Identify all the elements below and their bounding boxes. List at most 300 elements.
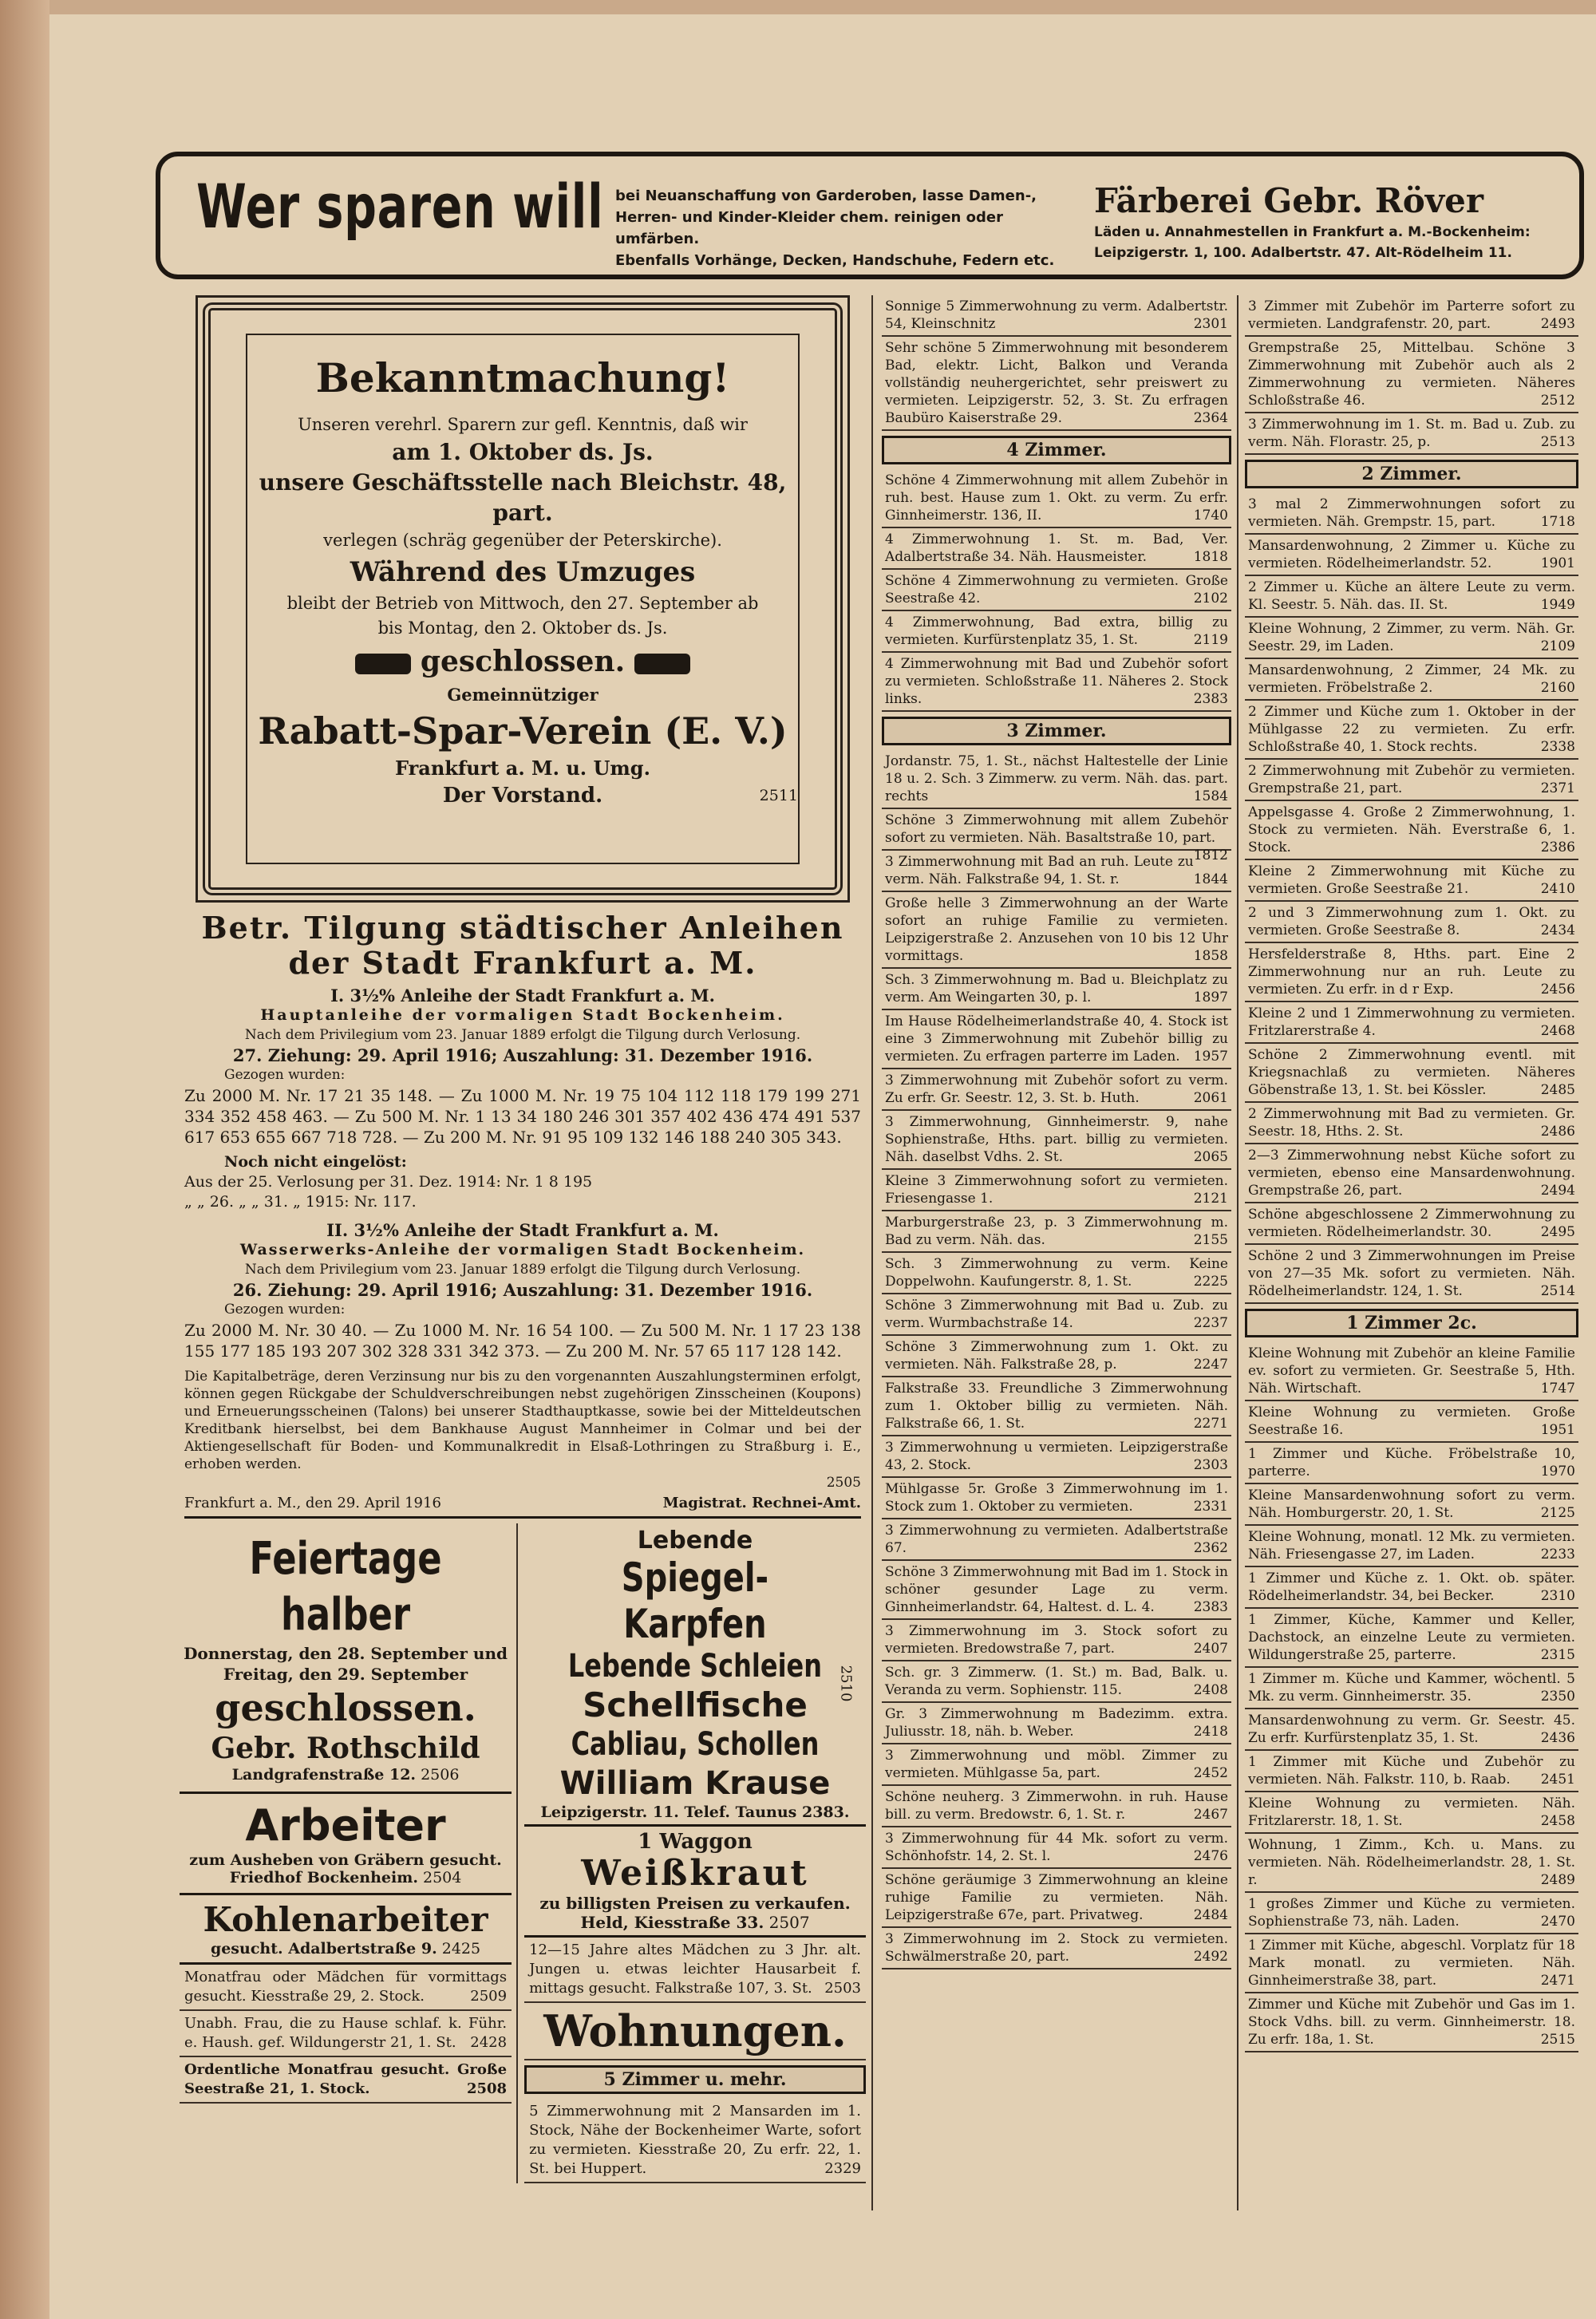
- ad-text: Schöne 2 Zimmerwohnung eventl. mit Kriegsnachlaß zu vermieten. Näheres Göbenstraße 13, 1. St. bei Kössler.: [1248, 1047, 1575, 1098]
- ad-text: Schöne geräumige 3 Zimmerwohnung an kleine ruhige Familie zu vermieten. Näh. Leipzigerstraße 67e, part. Privatweg.: [885, 1872, 1228, 1923]
- bond-heading: Wasserwerks-Anleihe der vormaligen Stadt Bockenheim.: [239, 1241, 806, 1258]
- ad-text: Schöne 3 Zimmerwohnung mit Bad u. Zub. zu verm. Wurmbachstraße 14.: [885, 1298, 1228, 1331]
- ad-text: 3 Zimmerwohnung für 44 Mk. sofort zu verm. Schönhofstr. 14, 2. St. l.: [885, 1831, 1228, 1864]
- classified-ad: [1245, 576, 1578, 618]
- classified-ad: [882, 1010, 1231, 1069]
- ad-number: 2329: [824, 2160, 861, 2177]
- classified-ad: [882, 1336, 1231, 1377]
- ad-number: 2408: [1193, 1682, 1228, 1698]
- classified-ad: [882, 1827, 1231, 1869]
- ad-number: 2418: [1193, 1724, 1228, 1740]
- classified-ad: [1245, 413, 1578, 455]
- ad-text: Kleine Wohnung, monatl. 12 Mk. zu vermieten. Näh. Friesengasse 27, im Laden.: [1248, 1529, 1575, 1562]
- announcement-line: Unseren verehrl. Sparern zur gefl. Kenntnis, daß wir: [298, 415, 748, 434]
- bond-redemption-notice: [180, 911, 866, 1519]
- ad-number: 2508: [466, 2080, 508, 2097]
- ad-text: Kleine 3 Zimmerwohnung sofort zu vermieten. Friesengasse 1.: [885, 1173, 1228, 1207]
- classified-ad: [1245, 1002, 1578, 1044]
- ad-number: 2364: [1193, 410, 1228, 426]
- ad-text: 1 Zimmer und Küche. Fröbelstraße 10, parterre.: [1248, 1446, 1575, 1479]
- ad-number: 2506: [421, 1766, 460, 1784]
- ad-number: 2271: [1193, 1416, 1228, 1432]
- banner-firm: Färberei Gebr. Röver: [1094, 181, 1484, 220]
- ad-number: 2121: [1193, 1191, 1228, 1207]
- banner-line: Läden u. Annahmestellen in Frankfurt a. M.-Bockenheim:: [1094, 224, 1531, 240]
- ad-text: Schöne 4 Zimmerwohnung mit allem Zubehör in ruh. best. Hause zum 1. Okt. zu verm. Zu erfr. Ginnheimerstr. 136, II.: [885, 472, 1228, 523]
- classified-ad: [1245, 1609, 1578, 1668]
- ad-number: 2511: [759, 787, 798, 804]
- ad-karpfen: [524, 1523, 866, 1827]
- ad-number: 2452: [1193, 1765, 1228, 1781]
- classified-ad: [882, 1869, 1231, 1928]
- ad-headline: Feiertage halber: [249, 1533, 442, 1641]
- ad-number: 2407: [1193, 1641, 1228, 1657]
- ad-text: Kleine 2 Zimmerwohnung mit Küche zu vermieten. Große Seestraße 21.: [1248, 863, 1575, 897]
- ad-kohlenarbeiter: [180, 1895, 512, 1965]
- classified-ad: [882, 469, 1231, 528]
- section-header: 4 Zimmer.: [882, 436, 1231, 464]
- classified-ad: [1245, 1245, 1578, 1304]
- bond-text: Gezogen wurden:: [224, 1302, 346, 1318]
- classified-ad: [1245, 493, 1578, 535]
- bond-text: Nach dem Privilegium vom 23. Januar 1889 erfolgt die Tilgung durch Verlosung.: [244, 1262, 801, 1278]
- classified-ad: [1245, 1484, 1578, 1526]
- ad-number: 2331: [1193, 1499, 1228, 1515]
- ad-number: 2434: [1540, 922, 1575, 938]
- classified-ad: [1245, 1668, 1578, 1709]
- banner-title: Wer sparen will: [196, 171, 604, 242]
- book-spine: [0, 0, 49, 2319]
- ad-text: 1 Zimmer und Küche z. 1. Okt. ob. später. Rödelheimerlandstr. 34, bei Becker.: [1248, 1570, 1575, 1604]
- classified-ad: [882, 1519, 1231, 1561]
- ad-number: 2510: [837, 1665, 855, 1702]
- classified-ad: [882, 1253, 1231, 1294]
- section-header: 5 Zimmer u. mehr.: [524, 2065, 866, 2094]
- ad-number: 2484: [1193, 1907, 1228, 1923]
- ad-text: 1 Zimmer, Küche, Kammer und Keller, Dachstock, an einzelne Leute zu vermieten. Wildungerstraße 25, parterre.: [1248, 1612, 1575, 1663]
- banner-advert: [156, 152, 1584, 279]
- ad-text: Schöne 3 Zimmerwohnung mit allem Zubehör sofort zu vermieten. Näh. Basaltstraße 10, part.: [885, 812, 1228, 846]
- bond-numbers: Zu 2000 M. Nr. 17 21 35 148. — Zu 1000 M. Nr. 19 75 104 112 118 179 199 271 334 352 458 463. — Zu 500 M. Nr. 1 13 34 180 246 301 357 402 436 474 491 537 617 653 655 667 718 728. — Zu 200 M. Nr. 91 95 109 132 146 188 240 305 343.: [184, 1086, 861, 1147]
- classified-ad: [882, 1170, 1231, 1211]
- classified-ad: [1245, 1993, 1578, 2052]
- bond-text: Die Kapitalbeträge, deren Verzinsung nur bis zu den vorgenannten Auszahlungsterminen erfolgt, können gegen Rückgabe der Schuldverschreibungen nebst zugehörigen Zinsscheinen (Koupons) und Erneuerungsscheinen (Talons) bei unserer Stadthauptkasse, sowie bei der Mitteldeutschen Kreditbank hierselbst, bei dem Bankhause August Mannheimer in Colmar und bei der Aktiengesellschaft für Boden- und Kommunalkredit in Elsaß-Lothringen zu Straßburg i. E., erhoben werden.: [184, 1369, 861, 1472]
- column-right: [1245, 295, 1578, 2052]
- ad-text: 2 Zimmerwohnung mit Bad zu vermieten. Gr. Seestr. 18, Hths. 2. St.: [1248, 1106, 1575, 1140]
- ad-feiertage: [180, 1523, 512, 1794]
- ad-number: 2485: [1540, 1082, 1575, 1098]
- bond-heading: I. 3½% Anleihe der Stadt Frankfurt a. M.: [330, 986, 715, 1005]
- ad-text: 3 Zimmerwohnung, Ginnheimerstr. 9, nahe Sophienstraße, Hths. part. billig zu vermieten. Näh. daselbst Vdhs. 2. St.: [885, 1114, 1228, 1165]
- ad-number: 2109: [1540, 638, 1575, 654]
- ad-text: 5 Zimmerwohnung mit 2 Mansarden im 1. Stock, Nähe der Bockenheimer Warte, sofort zu vermieten. Kiesstraße 20, Zu erfr. 22, 1. St. bei Huppert.: [529, 2103, 861, 2177]
- classified-ad: [882, 1377, 1231, 1436]
- ad-line: Lebende: [637, 1527, 753, 1555]
- classified-ad: [1245, 1709, 1578, 1751]
- announcement-closed: geschlossen.: [420, 645, 626, 678]
- announcement-line: Gemeinnütziger: [447, 685, 598, 705]
- announcement-signed: Der Vorstand.: [442, 784, 603, 808]
- ad-text: Mühlgasse 5r. Große 3 Zimmerwohnung im 1. Stock zum 1. Oktober zu vermieten.: [885, 1481, 1228, 1515]
- announcement-line: verlegen (schräg gegenüber der Peterskirche).: [323, 531, 722, 550]
- ad-number: 2155: [1193, 1232, 1228, 1248]
- ad-text: 2—3 Zimmerwohnung nebst Küche sofort zu vermieten, ebenso eine Mansardenwohnung. Grempstraße 26, part.: [1248, 1148, 1575, 1199]
- ad-number: 2451: [1540, 1772, 1575, 1788]
- ad-number: 1844: [1193, 871, 1228, 887]
- column-middle: [882, 295, 1231, 1969]
- announcement-org: Rabatt-Spar-Verein (E. V.): [258, 709, 788, 753]
- ad-text: Mansardenwohnung, 2 Zimmer, 24 Mk. zu vermieten. Fröbelstraße 2.: [1248, 662, 1575, 696]
- classified-ad: [882, 337, 1231, 431]
- ad-text: Mansardenwohnung, 2 Zimmer u. Küche zu vermieten. Rödelheimerlandstr. 52.: [1248, 538, 1575, 571]
- classified-ad: [1245, 1567, 1578, 1609]
- ad-address: Leipzigerstr. 11. Telef. Taunus 2383.: [540, 1803, 850, 1821]
- ad-number: 2512: [1540, 393, 1575, 409]
- ad-text: 2 und 3 Zimmerwohnung zum 1. Okt. zu vermieten. Große Seestraße 8.: [1248, 905, 1575, 938]
- column-divider: [1237, 295, 1238, 2210]
- ad-address: Held, Kiesstraße 33.: [580, 1913, 764, 1932]
- classified-ad: [882, 809, 1231, 863]
- ad-number: 2458: [1540, 1813, 1575, 1829]
- ad-text: 2 Zimmer und Küche zum 1. Oktober in der Mühlgasse 22 zu vermieten. Zu erfr. Schloßstraße 40, 1. Stock rechts.: [1248, 704, 1575, 755]
- ad-firm: Gebr. Rothschild: [211, 1732, 480, 1765]
- ad-text: 3 Zimmerwohnung mit Bad an ruh. Leute zu verm. Näh. Falkstraße 94, 1. St. r.: [885, 854, 1194, 887]
- ad-number: 1949: [1540, 597, 1575, 613]
- ad-text: Schöne 3 Zimmerwohnung mit Bad im 1. Stock in schöner gesunder Lage zu verm. Ginnheimerlandstr. 64, Haltest. d. L. 4.: [885, 1564, 1228, 1615]
- classified-ad: [1245, 535, 1578, 576]
- classified-ad: [1245, 1834, 1578, 1893]
- ad-text: Sch. 3 Zimmerwohnung zu verm. Keine Doppelwohn. Kaufungerstr. 8, 1. St.: [885, 1256, 1228, 1290]
- bond-signature: [184, 1493, 861, 1519]
- bond-title: [184, 911, 861, 981]
- bond-text: „ „ 26. „ „ 31. „ 1915: Nr. 117.: [184, 1193, 417, 1211]
- announcement-box: [196, 295, 850, 903]
- ad-text: 3 Zimmerwohnung und möbl. Zimmer zu vermieten. Mühlgasse 5a, part.: [885, 1748, 1228, 1781]
- ad-headline: geschlossen.: [215, 1686, 476, 1729]
- ad-number: 2383: [1193, 1599, 1228, 1615]
- ad-number: 1812: [1193, 847, 1228, 863]
- ad-number: 2383: [1193, 691, 1228, 707]
- banner-firm-block: [1094, 180, 1557, 263]
- lower-left-ads: [180, 1523, 866, 2183]
- ad-text: 4 Zimmerwohnung 1. St. m. Bad, Ver. Adalbertstraße 34. Näh. Hausmeister.: [885, 531, 1228, 565]
- classified-ad: [1245, 902, 1578, 943]
- classified-ad: [882, 653, 1231, 712]
- bond-heading: Hauptanleihe der vormaligen Stadt Bockenheim.: [260, 1006, 785, 1024]
- classified-ad: [882, 611, 1231, 653]
- bond-date: 27. Ziehung: 29. April 1916; Auszahlung: 31. Dezember 1916.: [232, 1045, 813, 1065]
- ad-number: 1584: [1193, 788, 1228, 804]
- pointing-hand-icon: [355, 654, 411, 674]
- classified-ad: [882, 528, 1231, 570]
- ad-text: 1 Zimmer m. Küche und Kammer, wöchentl. 5 Mk. zu verm. Ginnheimerstr. 35.: [1248, 1671, 1575, 1705]
- left-ad-column: [180, 1523, 518, 2183]
- bond-heading: Noch nicht eingelöst:: [224, 1153, 407, 1171]
- classified-ad: [1245, 1144, 1578, 1203]
- ad-text: Im Hause Rödelheimerlandstraße 40, 4. Stock ist eine 3 Zimmerwohnung mit Zubehör billig zu vermieten. Zu erfragen parterre im Laden.: [885, 1013, 1228, 1065]
- banner-line: Ebenfalls Vorhänge, Decken, Handschuhe, Federn etc.: [615, 252, 1055, 269]
- ad-number: 2476: [1193, 1848, 1228, 1864]
- ad-line: Schellfische: [583, 1685, 808, 1724]
- ad-number: 2247: [1193, 1357, 1228, 1373]
- classified-ad: [1245, 1342, 1578, 1401]
- ad-number: 1740: [1193, 508, 1228, 523]
- bond-text: Gezogen wurden:: [224, 1067, 346, 1083]
- ad-number: 2386: [1540, 840, 1575, 855]
- ad-number: 2315: [1540, 1647, 1575, 1663]
- ad-number: 2503: [824, 1980, 861, 1997]
- ad-headline: Weißkraut: [581, 1853, 809, 1894]
- ad-text: 3 Zimmerwohnung zu vermieten. Adalbertstraße 67.: [885, 1523, 1228, 1556]
- ad-number: 2350: [1540, 1689, 1575, 1705]
- ad-number: 2470: [1540, 1914, 1575, 1930]
- announcement-line: Während des Umzuges: [350, 556, 696, 588]
- ad-number: 1818: [1193, 549, 1228, 565]
- classified-ad: [882, 1111, 1231, 1170]
- ad-arbeiter: [180, 1794, 512, 1895]
- mid-ad-column: [518, 1523, 866, 2183]
- ad-number: 1901: [1540, 555, 1575, 571]
- classified-ad: [882, 1661, 1231, 1703]
- pointing-hand-icon: [634, 654, 690, 674]
- ad-number: 2102: [1193, 591, 1228, 606]
- announcement-line: unsere Geschäftsstelle nach Bleichstr. 48, part.: [259, 469, 787, 526]
- ad-text: 3 Zimmerwohnung im 3. Stock sofort zu vermieten. Bredowstraße 7, part.: [885, 1623, 1228, 1657]
- classified-ad: [1245, 701, 1578, 760]
- ad-line: Cabliau, Schollen: [571, 1726, 820, 1763]
- ad-number: 2504: [423, 1869, 462, 1886]
- ad-text: Schöne 2 und 3 Zimmerwohnungen im Preise von 27—35 Mk. sofort zu vermieten. Näh. Rödelheimerlandstr. 124, 1. St.: [1248, 1248, 1575, 1299]
- ad-number: 2494: [1540, 1183, 1575, 1199]
- classified-ad: [1245, 1893, 1578, 1934]
- announcement-line: am 1. Oktober ds. Js.: [392, 439, 654, 465]
- bond-numbers: Zu 2000 M. Nr. 30 40. — Zu 1000 M. Nr. 16 54 100. — Zu 500 M. Nr. 1 17 23 138 155 177 185 193 207 302 328 331 342 373. — Zu 200 M. Nr. 57 65 117 128 142.: [184, 1321, 861, 1361]
- ad-text: Kleine 2 und 1 Zimmerwohnung zu vermieten. Fritzlarerstraße 4.: [1248, 1005, 1575, 1039]
- ad-text: Schöne 3 Zimmerwohnung zum 1. Okt. zu vermieten. Näh. Falkstraße 28, p.: [885, 1339, 1228, 1373]
- classified-ad: [1245, 1044, 1578, 1103]
- classified-ad: [180, 1965, 512, 2011]
- classified-ad: [882, 1436, 1231, 1478]
- ad-text: Kleine Wohnung, 2 Zimmer, zu verm. Näh. Gr. Seestr. 29, im Laden.: [1248, 621, 1575, 654]
- section-header: 3 Zimmer.: [882, 717, 1231, 745]
- ad-text: Schöne 4 Zimmerwohnung zu vermieten. Große Seestraße 42.: [885, 573, 1228, 606]
- ad-number: 2371: [1540, 780, 1575, 796]
- classified-ad: [882, 1069, 1231, 1111]
- ad-number: 1951: [1540, 1422, 1575, 1438]
- ad-text: Kleine Mansardenwohnung sofort zu verm. Näh. Homburgerstr. 20, 1. St.: [1248, 1487, 1575, 1521]
- column-left: [180, 295, 866, 2183]
- ad-number: 2505: [826, 1475, 861, 1491]
- classified-ad: [1245, 1401, 1578, 1443]
- ad-text: Wohnung, 1 Zimm., Kch. u. Mans. zu vermieten. Näh. Rödelheimerlandstr. 28, 1. St. r.: [1248, 1837, 1575, 1888]
- ad-text: Falkstraße 33. Freundliche 3 Zimmerwohnung zum 1. Oktober billig zu vermieten. Näh. Falkstraße 66, 1. St.: [885, 1381, 1228, 1432]
- bond-text: Aus der 25. Verlosung per 31. Dez. 1914: Nr. 1 8 195: [184, 1173, 593, 1191]
- ad-text: 1 Zimmer mit Küche, abgeschl. Vorplatz für 18 Mark monatl. zu vermieten. Näh. Ginnheimerstraße 38, part.: [1248, 1938, 1575, 1989]
- section-header: 2 Zimmer.: [1245, 460, 1578, 488]
- classified-ad: [1245, 1751, 1578, 1792]
- ad-text: Sch. gr. 3 Zimmerw. (1. St.) m. Bad, Balk. u. Veranda zu verm. Sophienstr. 115.: [885, 1665, 1228, 1698]
- ad-number: 2467: [1193, 1807, 1228, 1823]
- ad-number: 2065: [1193, 1149, 1228, 1165]
- ad-text: 3 Zimmerwohnung mit Zubehör sofort zu verm. Zu erfr. Gr. Seestr. 12, 3. St. b. Huth.: [885, 1073, 1228, 1106]
- ad-number: 2303: [1193, 1457, 1228, 1473]
- ad-number: 1747: [1540, 1381, 1575, 1397]
- classified-ad: [1245, 337, 1578, 413]
- bond-title-line: Betr. Tilgung städtischer Anleihen: [201, 910, 844, 946]
- announcement-line: bleibt der Betrieb von Mittwoch, den 27. September ab: [286, 594, 759, 613]
- ad-number: 2301: [1193, 316, 1228, 332]
- ad-number: 1718: [1540, 514, 1575, 530]
- classified-ad: [180, 2057, 512, 2104]
- ad-text: Hersfelderstraße 8, Hths. part. Eine 2 Zimmerwohnung nur an ruh. Leute zu vermieten. Zu erfr. in d r Exp.: [1248, 946, 1575, 998]
- ad-number: 2492: [1193, 1949, 1228, 1965]
- classified-ad: [1245, 860, 1578, 902]
- classified-ad: [524, 1938, 866, 2003]
- ad-text: 2 Zimmerwohnung mit Zubehör zu vermieten. Grempstraße 21, part.: [1248, 763, 1575, 796]
- ad-text: Gr. 3 Zimmerwohnung m Badezimm. extra. Juliusstr. 18, näh. b. Weber.: [885, 1706, 1228, 1740]
- announcement-line: bis Montag, den 2. Oktober ds. Js.: [377, 618, 668, 638]
- classified-ad: [882, 851, 1231, 892]
- ad-text: 4 Zimmerwohnung, Bad extra, billig zu vermieten. Kurfürstenplatz 35, 1. St.: [885, 614, 1228, 648]
- ad-text: Donnerstag, den 28. September und Freitag, den 29. September: [184, 1644, 508, 1684]
- column-divider: [871, 295, 873, 2210]
- ad-text: Kleine Wohnung mit Zubehör an kleine Familie ev. sofort zu vermieten. Gr. Seestraße 5, Hth. Näh. Wirtschaft.: [1248, 1345, 1575, 1397]
- ad-text: Grempstraße 25, Mittelbau. Schöne 3 Zimmerwohnung mit Zubehör auch als 2 Zimmerwohnung zu vermieten. Näheres Schloßstraße 46.: [1248, 340, 1575, 409]
- section-header: 1 Zimmer 2c.: [1245, 1309, 1578, 1337]
- ad-number: 2338: [1540, 739, 1575, 755]
- ad-text: Schöne neuherg. 3 Zimmerwohn. in ruh. Hause bill. zu verm. Bredowstr. 6, 1. St. r.: [885, 1789, 1228, 1823]
- ad-text: Zimmer und Küche mit Zubehör und Gas im 1. Stock Vdhs. bill. zu verm. Ginnheimerstr. 18. Zu erfr. 18a, 1. St.: [1248, 1997, 1575, 2048]
- section-title-wohnungen: Wohnungen.: [524, 2003, 866, 2060]
- ad-firm: William Krause: [559, 1765, 831, 1802]
- classified-ad: [882, 969, 1231, 1010]
- classified-ad: [524, 2099, 866, 2183]
- banner-line: bei Neuanschaffung von Garderoben, lasse Damen-,: [615, 188, 1037, 204]
- ad-address: Friedhof Bockenheim.: [229, 1869, 418, 1886]
- classified-ad: [882, 1478, 1231, 1519]
- classified-ad: [882, 1561, 1231, 1620]
- ad-number: 2456: [1540, 982, 1575, 998]
- ad-address: Landgrafenstraße 12.: [231, 1766, 417, 1784]
- ad-text: Jordanstr. 75, 1. St., nächst Haltestelle der Linie 18 u. 2. Sch. 3 Zimmerw. zu verm. Näh. das. part. rechts: [885, 753, 1228, 804]
- ad-text: Große helle 3 Zimmerwohnung an der Warte sofort an ruhige Familie zu vermieten. Leipzigerstraße 2. Anzusehen von 10 bis 12 Uhr vormittags.: [885, 895, 1228, 964]
- classified-ad: [1245, 943, 1578, 1002]
- ad-text: Sch. 3 Zimmerwohnung m. Bad u. Bleichplatz zu verm. Am Weingarten 30, p. l.: [885, 972, 1228, 1005]
- ad-text: zu billigsten Preisen zu verkaufen.: [539, 1894, 851, 1913]
- ad-text: 3 Zimmerwohnung im 2. Stock zu vermieten. Schwälmerstraße 20, part.: [885, 1931, 1228, 1965]
- classified-ad: [1245, 659, 1578, 701]
- classified-ad: [1245, 1934, 1578, 1993]
- classified-ad: [1245, 618, 1578, 659]
- ad-text: Unabh. Frau, die zu Hause schlaf. k. Führ. e. Haush. gef. Wildungerstr 21, 1. St.: [184, 2015, 508, 2051]
- ad-number: 2509: [470, 1988, 508, 2005]
- classified-ad: [882, 1703, 1231, 1744]
- ad-number: 2061: [1193, 1090, 1228, 1106]
- ad-number: 1970: [1540, 1464, 1575, 1479]
- ad-text: 1 Zimmer mit Küche und Zubehör zu vermieten. Näh. Falkstr. 110, b. Raab.: [1248, 1754, 1575, 1788]
- ad-text: 12—15 Jahre altes Mädchen zu 3 Jhr. alt. Jungen u. etwas leichter Hausarbeit f. mittags gesucht. Falkstraße 107, 3. St.: [529, 1942, 861, 1997]
- classified-ad: [1245, 1526, 1578, 1567]
- ad-number: 2233: [1540, 1547, 1575, 1562]
- announcement-line: Frankfurt a. M. u. Umg.: [395, 757, 650, 780]
- classified-ad: [882, 1786, 1231, 1827]
- ad-number: 2471: [1540, 1973, 1575, 1989]
- ad-number: 2160: [1540, 680, 1575, 696]
- ad-number: 2495: [1540, 1224, 1575, 1240]
- ad-number: 2493: [1540, 316, 1575, 332]
- ad-text: Kleine Wohnung zu vermieten. Näh. Fritzlarerstr. 18, 1. St.: [1248, 1796, 1575, 1829]
- ad-number: 2436: [1540, 1730, 1575, 1746]
- ad-text: Sonnige 5 Zimmerwohnung zu verm. Adalbertstr. 54, Kleinschnitz: [885, 298, 1228, 332]
- bond-date: 26. Ziehung: 29. April 1916; Auszahlung: 31. Dezember 1916.: [232, 1280, 813, 1300]
- bond-title-line: der Stadt Frankfurt a. M.: [288, 945, 757, 981]
- ad-headline: Arbeiter: [245, 1800, 446, 1851]
- classified-ad: [882, 570, 1231, 611]
- ad-number: 2507: [768, 1913, 810, 1932]
- bond-place-date: Frankfurt a. M., den 29. April 1916: [184, 1495, 441, 1511]
- ad-text: 4 Zimmerwohnung mit Bad und Zubehör sofort zu vermieten. Schloßstraße 11. Näheres 2. Stock links.: [885, 656, 1228, 707]
- ad-text: Ordentliche Monatfrau gesucht. Große Seestraße 21, 1. Stock.: [184, 2061, 508, 2097]
- announcement-content: [246, 334, 800, 864]
- ad-text: Marburgerstraße 23, p. 3 Zimmerwohnung m. Bad zu verm. Näh. das.: [885, 1215, 1228, 1248]
- ad-text: Appelsgasse 4. Große 2 Zimmerwohnung, 1. Stock zu vermieten. Näh. Everstraße 6, 1. Stock.: [1248, 804, 1575, 855]
- ad-number: 2428: [470, 2034, 508, 2051]
- classified-ad: [1245, 760, 1578, 801]
- ad-line: Lebende Schleien: [567, 1648, 823, 1685]
- ad-text: 3 Zimmer mit Zubehör im Parterre sofort zu vermieten. Landgrafenstr. 20, part.: [1248, 298, 1575, 332]
- bond-text: Nach dem Privilegium vom 23. Januar 1889 erfolgt die Tilgung durch Verlosung.: [244, 1027, 801, 1043]
- bond-signer: Magistrat. Rechnei-Amt.: [662, 1495, 861, 1511]
- ad-text: 3 Zimmerwohnung im 1. St. m. Bad u. Zub. zu verm. Näh. Florastr. 25, p.: [1248, 417, 1575, 450]
- ad-text: 2 Zimmer u. Küche an ältere Leute zu verm. Kl. Seestr. 5. Näh. das. II. St.: [1248, 579, 1575, 613]
- ad-number: 2468: [1540, 1023, 1575, 1039]
- ad-text: Mansardenwohnung zu verm. Gr. Seestr. 45. Zu erfr. Kurfürstenplatz 35, 1. St.: [1248, 1713, 1575, 1746]
- classified-ad: [882, 295, 1231, 337]
- ad-number: 2125: [1540, 1505, 1575, 1521]
- classified-ad: [180, 2011, 512, 2057]
- ad-text: Kleine Wohnung zu vermieten. Große Seestraße 16.: [1248, 1404, 1575, 1438]
- classified-ad: [882, 892, 1231, 969]
- classified-ad: [1245, 1792, 1578, 1834]
- banner-description: [615, 185, 1062, 271]
- ad-number: 2515: [1540, 2032, 1575, 2048]
- announcement-signature: [247, 782, 798, 809]
- classified-ad: [882, 750, 1231, 809]
- classified-ad: [882, 1620, 1231, 1661]
- ad-number: 2119: [1193, 632, 1228, 648]
- ad-weisskraut: [524, 1827, 866, 1938]
- ad-text: gesucht. Adalbertstraße 9.: [210, 1940, 437, 1958]
- ad-number: 2362: [1193, 1540, 1228, 1556]
- classified-ad: [882, 1211, 1231, 1253]
- ad-number: 2237: [1193, 1315, 1228, 1331]
- classified-ad: [882, 1294, 1231, 1336]
- classified-ad: [1245, 801, 1578, 860]
- ad-number: 2514: [1540, 1283, 1575, 1299]
- ad-text: Monatfrau oder Mädchen für vormittags gesucht. Kiesstraße 29, 2. Stock.: [184, 1969, 508, 2005]
- ad-text: 3 Zimmerwohnung u vermieten. Leipzigerstraße 43, 2. Stock.: [885, 1440, 1228, 1473]
- announcement-title: Bekanntmachung!: [315, 354, 730, 401]
- ad-text: Schöne abgeschlossene 2 Zimmerwohnung zu vermieten. Rödelheimerlandstr. 30.: [1248, 1207, 1575, 1240]
- ad-number: 2425: [441, 1940, 481, 1958]
- ad-text: Sehr schöne 5 Zimmerwohnung mit besonderem Bad, elektr. Licht, Balkon und Veranda vollständig neuhergerichtet, sehr preiswert zu vermieten. Leipzigerstr. 52, 3. St. Zu erfragen Baubüro Kaiserstraße 29.: [885, 340, 1228, 426]
- ad-number: 1957: [1193, 1049, 1228, 1065]
- ad-number: 2486: [1540, 1124, 1575, 1140]
- classified-ad: [1245, 1103, 1578, 1144]
- classified-ad: [882, 1744, 1231, 1786]
- ad-number: 2410: [1540, 881, 1575, 897]
- classified-ad: [1245, 1203, 1578, 1245]
